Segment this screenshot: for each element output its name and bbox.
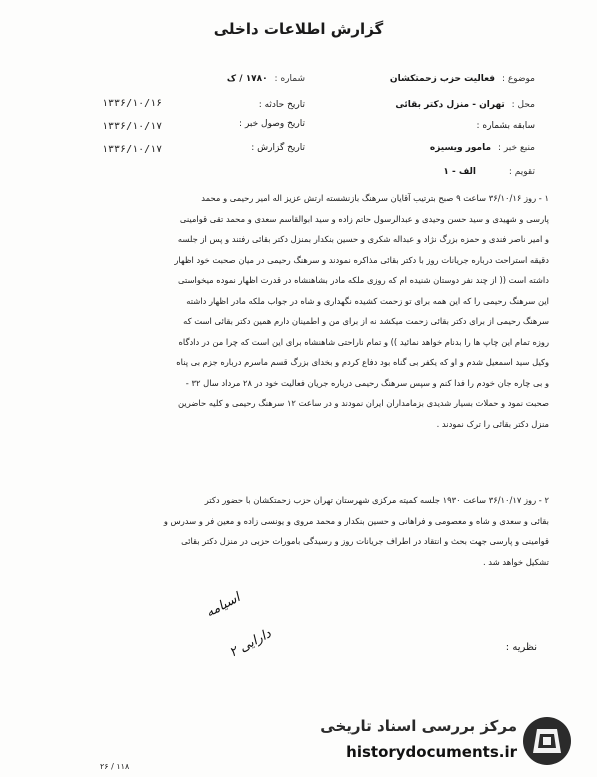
text-line: دقیقه استراحت درباره جریانات روز با دکتر بقائی مذاکره نمودند و سرهنگ رحیمی در میان صحبت خود اظهار [174, 254, 549, 265]
prior-ref-label: سابقه بشماره : [476, 121, 535, 131]
text-line: سرهنگ رحیمی از برای دکتر بقائی زحمت میکشد نه از برای من و اطمینان دارم همین دکتر بقائی است که [183, 316, 549, 326]
paragraph-1 [39, 188, 549, 434]
event-date-label: تاریخ حادثه : [258, 100, 305, 110]
assessment-label: تقویم : [508, 167, 535, 177]
source-field [430, 142, 535, 154]
text-line: داشته است (( از چند نفر دوستان شنیده ام که روزی ملکه مادر بشاهنشاه در قدرت اظهار نموده میخواستی [178, 275, 549, 285]
place-label: محل : [511, 100, 535, 110]
text-line: ۲ - روز ۳۶/۱۰/۱۷ ساعت ۱۹۳۰ جلسه کمیته مرکزی شهرستان تهران حزب زحمتکشان با حضور دکتر [204, 495, 549, 505]
watermark-url: historydocuments.ir [346, 743, 517, 761]
paragraph-2 [39, 490, 549, 572]
subject-label: موضوع : [501, 74, 535, 84]
text-line: تشکیل خواهد شد . [482, 556, 549, 567]
text-line: این سرهنگ رحیمی را که این همه برای تو زحمت کشیده نگهداری و شاه در جواب ملکه مادر اظهار داشته [186, 295, 549, 306]
archive-logo-icon [521, 715, 573, 767]
text-line: ۱ - روز ۳۶/۱۰/۱۶ ساعت ۹ صبح بترتیب آقایان سرهنگ بازنشسته ارتش عزیز اله امیر رحیمی و محمد [201, 193, 549, 203]
handwritten-signature-2: دارایی ۲ [227, 626, 274, 661]
source-value: مامور ویسیزه [429, 143, 492, 153]
text-line: وکیل سید اسمعیل شدم و او که یکفر بی گناه بود دفاع کردم و بخدای بزرگ قسم ماسرم درباره جزم بی پناه [176, 357, 549, 367]
text-line: روزه تمام این چاپ ها را بدنام خواهد نمائید )) و تمام ناراحتی شاهنشاه برای این است که چرا من در دادگاه [178, 336, 549, 347]
remark-label: نظریه : [505, 642, 537, 653]
text-line: و بی چاره جان خودم را فدا کنم و سپس سرهنگ رحیمی درباره جریان فعالیت خود در ۲۸ مرداد سال ۳۲ - [185, 377, 549, 388]
watermark-persian: مرکز بررسی اسناد تاریخی [320, 717, 517, 735]
report-date-value: ۱۳۳۶/۱۰/۱۷ [102, 144, 163, 155]
assessment-value: الف - ۱ [443, 167, 477, 177]
number-field [227, 73, 305, 85]
text-line: منزل دکتر بقائی را ترک نمودند . [436, 418, 549, 429]
text-line: و امیر ناصر فندی و حمزه بزرگ نژاد و عبداله شکری و حسین بنکدار بمنزل دکتر بقائی رفتند و پس از جلسه [177, 234, 549, 244]
number-label: شماره : [274, 74, 305, 84]
place-field [395, 99, 535, 111]
report-date-label: تاریخ گزارش : [251, 143, 305, 153]
receipt-date-value: ۱۳۳۶/۱۰/۱۷ [102, 121, 163, 132]
subject-field [390, 73, 535, 85]
number-value: ۱۷۸۰ / ک [226, 74, 268, 84]
place-value: تهران - منزل دکتر بقائی [395, 100, 505, 110]
assessment-field [443, 166, 535, 178]
handwritten-signature-1: اسیامه [203, 590, 243, 621]
text-line: بقائی و سعدی و شاه و معصومی و فراهانی و حسین بنکدار و محمد مروی و یونسی زاده و معین فر و سدرس و [163, 515, 549, 526]
watermark [309, 711, 579, 771]
source-label: منبع خبر : [497, 143, 535, 153]
text-line: صحبت نمود و حملات بسیار شدیدی بزمامداران ایران نمودند و در ساعت ۱۲ سرهنگ رحیمی و کلیه حاضرین [177, 398, 549, 408]
document-title: گزارش اطلاعات داخلی [213, 20, 384, 38]
event-date-value: ۱۳۳۶/۱۰/۱۶ [102, 98, 163, 109]
receipt-date-label: تاریخ وصول خبر : [239, 119, 305, 129]
subject-value: فعالیت حزب زحمتکشان [389, 74, 496, 84]
text-line: پارسی و شهیدی و سید حسن وحیدی و عبدالرسول حاتم زاده و سید ابوالقاسم سعدی و محمد تقی قوامینی [179, 213, 549, 224]
footer-number: ۲۶ / ۱۱۸ [100, 762, 130, 771]
text-line: قوامینی و پارسی جهت بحث و انتقاد در اطراف جریانات روز و رسیدگی بامورات حزبی در منزل دکتر بقائی [181, 536, 549, 546]
